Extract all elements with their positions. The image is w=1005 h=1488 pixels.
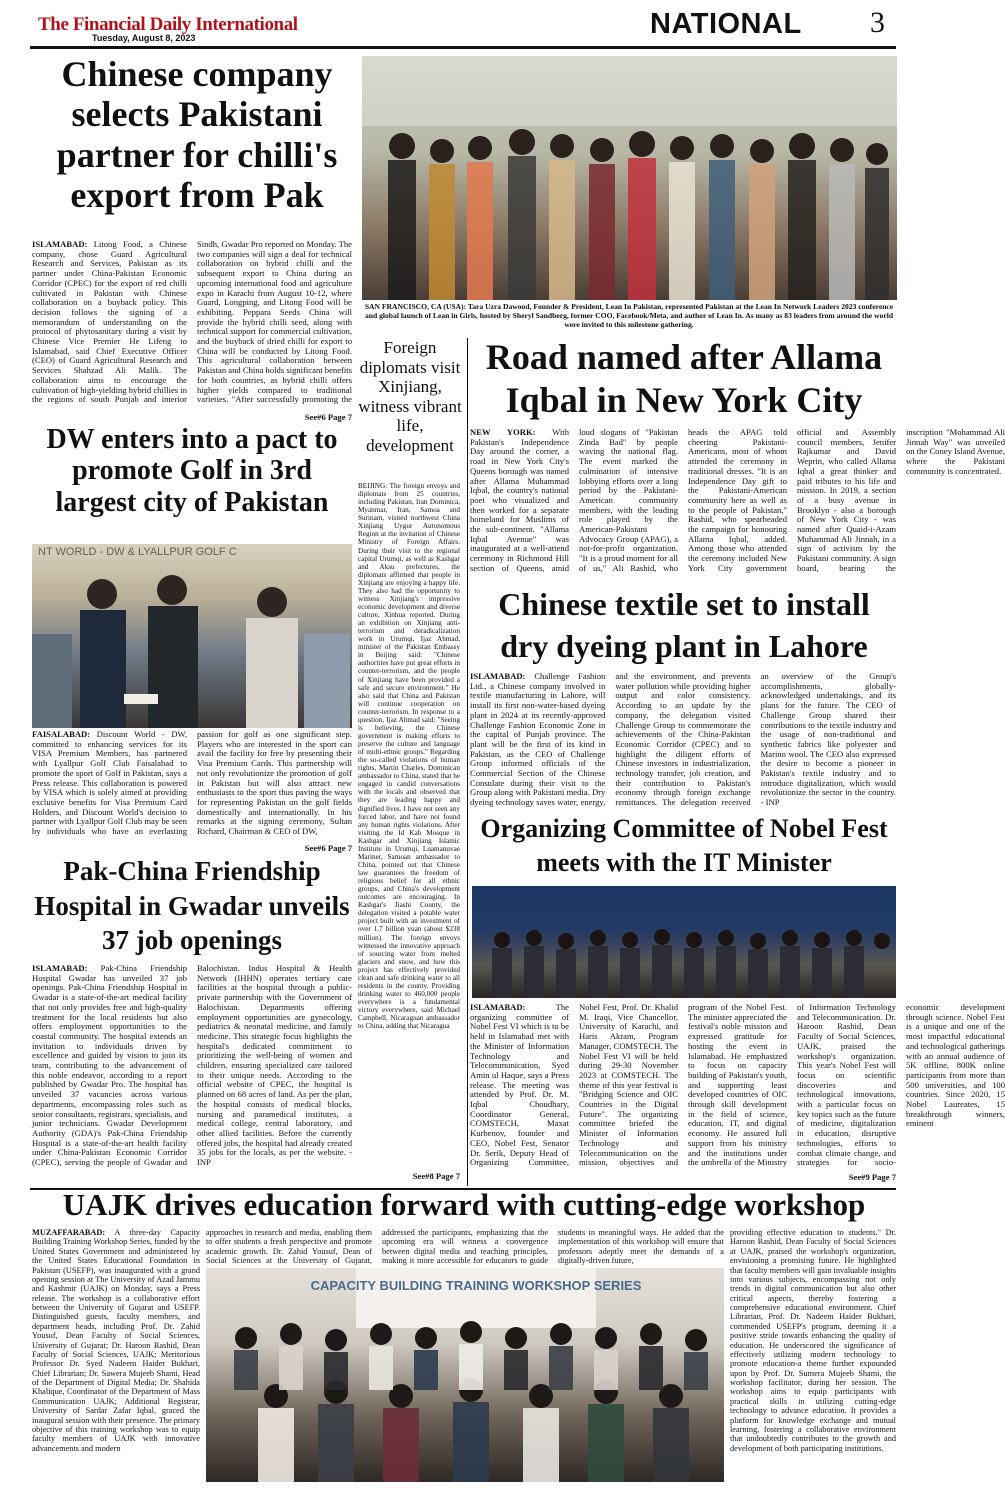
xinjiang-body: BEIJING: The foreign envoys and diplomats from 25 countries, including Pakistan, Iran Dominica, Myanmar, Iran, Samoa and Surinam, visited northwest China Xinjiang Uygur Autonomous Region at the invitation of Chinese Ministry of Foreign Affairs. During their visit to the regional capital Urumqi, as well as Kashgar and Aksu prefectures, the diplomats affirmed that people in Xinjiang are enjoying a happy life. They also had the opportunity to witness Xinjiang's impressive economic development and diverse culture, Xinhua reported. During an exhibition on Xinjiang anti-terrorism and deradicalization work in Urumqi, Ijaz Ahmad, minister of the Pakistan Embassy in Beijing said: "Chinese authorities have put great efforts in counter-terrorism, and the people of Xinjiang have been provided a safe and secure environment." He also said that China and Pakistan will continue cooperation on counter-terrorism. In response to a question, Ijaz Ahmad said: "Seeing is believing, the Chinese government is making efforts to preserve the culture and language of multi-ethnic groups." Regarding the so-called violations of human rights, Martin Charles, Dominican ambassador to China, stated that he engaged in candid conversations with the locals and observed that they are leading happy and dignified lives. I have not seen any forced labor, and have not found any human rights violations. After visiting the Id Kah Mosque in Kashgar and Xinjiang Islamic Institute in Urumqi, Luamanuvae Mariner, Samoan ambassador to China, pointed out that Chinese law guarantees the freedom of religious belief for all ethnic groups, and China's development outcomes are encouraging. In Kashgar's Jiashi County, the delegation visited a potable water project built with an investment of over 1.7 billion yuan (about $238 million). The foreign envoys witnessed the innovative approach of sourcing water from melted glaciers and snow, and how this project has effectively provided clean and safe drinking water to all residents in the county. Providing drinking water to 460,000 people everywhere is a fundamental victory everywhere, said Michael Campbell, Nicaraguan ambassador to China, adding that Nicaragua: [358, 482, 460, 1031]
xinjiang-see-page[interactable]: See#8 Page 7: [412, 1171, 460, 1181]
iqbal-text: With Pakistan's Independence Day around the corner, a road in New York City's Queens borough was named after Allama Muhammad Iqbal, the country's national poet who visualized and then worked for a separate homeland for Muslims of the sub-continent. "Allama Iqbal Avenue" was inaugurated at a well-attend ceremony in Richmond Hill section of Queens, amid loud slogans of "Pakistan Zinda Bad" by people waving the national flag. The event marked the culmination of intensive lobbying efforts over a long period by the Pakistani-American community members, with the leading role played by the American-Pakistani Advocacy Group (APAG), a not-for-profit organization. "It is a proud moment for all of us," Ali Rashid, who heads the APAG told cheering Pakistani-Americans, most of whom attended the ceremony in traditional dresses. "It is an Independence Day gift to the Pakistani-American community here as well as to the people of Pakistan," Rashid, who spearheaded the campaign for honouring Allama Iqbal, added. Among those who attended the ceremony included New York City government official and Assembly council members, Jenifer Rajkumar and David Weprin, who called Allama Iqbal a great thinker and paid tributes to his life and mission. In 2019, a section of a busy avenue in Brooklyn - also a borough of New York City - was named after Quaid-i-Azam Muhammad Ali Jinnah, in a sign of activism by the Pakistani community. A sign board, bearing the inscription "Mohammad Ali Jinnah Way" was unveiled on the Coney Island Avenue, where the Pakistani community is concentrated.: [470, 427, 1005, 573]
dw-body: [32, 730, 352, 842]
uajk-banner-text: CAPACITY BUILDING TRAINING WORKSHOP SERIES: [310, 1278, 642, 1293]
textile-dateline: ISLAMABAD:: [470, 671, 526, 681]
dw-headline: DW enters into a pact to promote Golf in 3rd largest city of Pakistan: [46, 424, 338, 518]
uajk-photo: [206, 1268, 724, 1482]
lean-in-caption: SAN FRANCISCO, CA (USA): Tara Uzra Dawood, Founder & President, Lean In Pakistan, represented Pakistan at the Lean In Network Leaders 2023 conference and global launch of Lean in Girls, hosted by Sheryl Sandberg, former COO, Facebook/Meta, and author of Lean In. As many as 83 leaders from around the world were invited to this milestone gathering.: [364, 302, 894, 330]
uajk-dateline: MUZAFFARABAD:: [32, 1228, 106, 1237]
nobel-headline: Organizing Committee of Nobel Fest meets with the IT Minister: [480, 814, 888, 877]
textile-body: [470, 672, 896, 808]
gwadar-headline: Pak-China Friendship Hospital in Gwadar unveils 37 job openings: [34, 856, 350, 956]
dw-text: Discount World - DW, committed to enhancing services for its VISA Premium Members, has partnered with Lyallpur Golf Club Faisalabad to promote the sport of Golf in Pakistan, says a Press release. This collaboration is powered by VISA which is solely aimed at providing exclusive benefits for Visa Premium Card Holders, and Discount World's decision to partner with Lyallpur Golf Club may be seen by individuals who have an everlasting passion for golf as one significant step. Players who are interested in the sport can avail the facility for free by presenting their Visa Premium Cards. This partnership will not only revolutionize the promotion of golf in Pakistan but will also attract new enthusiasts to the sport thus paving the ways for representing Pakistan on the golf fields domestically and internationally. In his remarks at the signing ceremony, Sultan Richard, Chairman & CEO of DW,: [32, 729, 352, 837]
lean-in-photo: [362, 56, 897, 300]
textile-headline: Chinese textile set to install dry dyeing plant in Lahore: [498, 586, 870, 664]
gwadar-dateline: ISLAMABAD:: [32, 963, 88, 973]
uajk-headline: UAJK drives education forward with cutting-edge workshop: [62, 1187, 866, 1222]
gwadar-text: Pak-China Friendship Hospital Gwadar has unveiled 37 job openings. Pak-China Friendship Hospital in Gwadar is a state-of-the-art medical facility that not only provides free and high-quality treatment for the local residents but also offers employment opportunities to the coastal community. The hospital extends an invitation to individuals driven by excellence and guided by vision to join its team, contributing to the advancement of this noble endeavor, according to a report published by Gwadar Pro. The hospital has unveiled 37 vacancies across various departments, encompassing roles such as senior consultants, registrars, specialists, and junior technicians. Gwadar Development Authority (GDA)'s Pak-China Friendship Hospital is a state-of-the-art health facility under China-Pakistan Economic Corridor (CPEC), serving the people of Gwadar and Balochistan. Indus Hospital & Health Network (IHHN) operates tertiary care facilities at the hospital through a public-private partnership with the Government of Balochistan. Departments offering employment opportunities are gynecology, pediatrics & neonatal medicine, and family medicine. This strategic focus highlights the hospital's dedicated commitment to prioritizing the well-being of women and children, ensuring specialized care tailored to their unique needs. According to the official website of CPEC, the hospital is planned on 68 acres of land. As per the plan, the hospital consists of medical blocks, nursing and paramedical institutes, a medical college, central laboratory, and other allied facilities. Before the currently offered jobs, the hospital had already created 35 jobs for the locals, as per the website. - INP: [32, 963, 352, 1168]
dw-see-page[interactable]: See#6 Page 7: [304, 843, 352, 853]
uajk-body-right: providing effective education to students." Dr. Haroon Rashid, Dean Faculty of Social Sciences at UAJK, praised the workshop's organization, envisioning a promising future. He highlighted that faculty members will gain invaluable insights into various subjects, encompassing not only trends in digital communication but also other critical aspects, thereby fostering a comprehensive educational environment. Chief Librarian, Prof. Dr. Nadeem Haider Bukhari, commended USEFP's program, deeming it a positive stride towards enhancing the quality of education. He underscored the significance of effectively utilizing modern technology to promote education-a theme further expounded upon by Prof. Dr. Sumera Mujeeb Shami, the workshop facilitator, during her session. The workshop aims to equip participants with practical skills in utilizing cutting-edge technology to advance education. It provides a platform for knowledge exchange and mutual learning, fostering a collaborative environment that undoubtedly contributes to the growth and development of both participating institutions.: [730, 1228, 896, 1453]
lean-in-photo-art: [362, 56, 897, 300]
nobel-photo: [472, 886, 896, 998]
nobel-text: The organizing committee of Nobel Fest VI which is to be held in Islamabad met with the Minister of Information Technology and Telecommunication, Syed Amin ul Haque, says a Press release. The meeting was attended by Prof. Dr. M. Iqbal Choudhary, Coordinator General, COMSTECH, Maxat Kurbenov, founder and CEO, Nobel Fest, Senator Dr. Serik, Deputy Head of Organizing Committee, Nobel Fest, Prof. Dr. Khalid M. Iraqi, Vice Chancellor, University of Karachi, and Haris Akram, Program Manager, COMSTECH. The Nobel Fest VI will be held during 29-30 November 2023 at COMSTECH. The theme of this year festival is "Bridging Science and OIC Countries in the Digital Future". The organizing committee briefed the Minister of Information Technology and Telecommunication on the mission, objectives and program of the Nobel Fest. The minister appreciated the festival's noble mission and expressed gratitude for hosting the event in Islamabad. He emphasized to focus on capacity building of Pakistan's youth, and supporting least developed countries of OIC through skill development in the field of science, education, IT, and digital economy. He assured full support from his ministry and the institutions under the umbrella of the Ministry of Information Technology and Telecommunication. Dr. Haroon Rashid, Dean Faculty of Social Sciences, UAJK, praised the workshop's organization. This year's Nobel Fest will focus on scientific discoveries and technological innovations, with a particular focus on key topics such as the future of medicine, digitalization in education, disruptive technologies, efforts to combat climate change, and strategies for socio-economic development through science. Nobel Fest is a unique and one of the most impactful educational and technological gatherings with an annual audience of 5K offline, 800K online participants from more than 500 universities, and 100 countries. Since 2020, 15 Nobel Laureates, 15 breakthrough winners, eminent: [470, 1002, 1005, 1168]
uajk-photo-art: [206, 1268, 724, 1482]
chili-text: Litong Food, a Chinese company, chose Guard Agricultural Research and Services, Pakistan as its partner under China-Pakistan Economic Corridor (CPEC) for the export of red chilli cultivated in Pakistan with Chinese collaboration on a buyback policy. This decision follows the signing of a memorandum of understanding on the protocol of phytosanitary during a visit by Chinese Vice Premier He Lifeng to Islamabad, said Chief Executive Officer (CEO) of Guard Agricultural Research and Services Shahzad Ali Malik. The collaboration aims to encourage the cultivation of high-yielding hybrid chillies in the regions of south Punjab and interior Sindh, Gwadar Pro reported on Monday. The two companies will sign a deal for technical collaboration on hybrid chilli and the subsequent export to China during an upcoming international food and agriculture expo in Karachi from August 10-12, where Guard, Longping, and Litong Food will be exhibiting. Peppara Seeds China will provide the hybrid chilli seed, along with technical support for commercial cultivation, and the buyback of dried chilli for export to China will be conducted by Litong Food. This agricultural collaboration between Pakistan and China holds significant benefits for both countries, as hybrid chilli offers higher yields compared to traditional varieties. "After successfully promoting the: [32, 239, 352, 405]
dw-photo-art: [32, 544, 352, 728]
chili-headline: Chinese company selects Pakistani partner for chilli's export from Pak: [56, 54, 338, 215]
nobel-see-page[interactable]: See#9 Page 7: [848, 1172, 896, 1182]
gwadar-body: [32, 964, 352, 1186]
uajk-body-left: [32, 1228, 200, 1482]
nobel-photo-art: [472, 886, 896, 998]
masthead-date: Tuesday, August 8, 2023: [92, 33, 196, 43]
dw-photo-banner: NT WORLD - DW & LYALLPUR GOLF C: [38, 546, 237, 558]
nobel-dateline: ISLAMABAD:: [470, 1002, 526, 1012]
dw-photo: [32, 544, 352, 728]
uajk-text-left: A three-day Capacity Building Training Workshop Series, funded by the United States Government and administered by the United States Educational Foundation in Pakistan (USEFP), was inaugurated with a grand opening session at The University of Azad Jammu and Kashmir (UAJK) on Monday, says a Press release. The workshop is a collaborative effort between the University of Gujarat and USEFP. Distinguished guests, faculty members, and department heads, including Prof. Dr. Zahid Yousuf, Dean Faculty of Social Sciences, University of Gujarat; Dr. Haroon Rashid, Dean Faculty of Social Sciences, UAJK; Meritorious Professor Dr. Syed Nadeem Haider Bukhari, Chief Librarian; Dr. Sawera Mujeeb Shami, Head of the Department of Digital Media; Dr. Shahida Khalique, Coordinator of the Department of Mass Communication UAJK; Additional Registrar, University of Sardar Zafar Iqbal, graced the inaugural session with their presence. The primary objective of this training workshop was to equip faculty members of UAJK with innovative advancements and modern: [32, 1228, 200, 1453]
textile-text: Challenge Fashion Ltd., a Chinese company involved in textile manufacturing in Lahore, will install its first non-water-based dyeing plant in 2024 at its recently-approved Challenge Fashion Economic Zone in the capital of Punjab province. The plant will be the first of its kind in Pakistan, as the CEO of Challenge Group informed officials of the Commercial Section of the Chinese Consulate during their visit to the Group along with Pakistani media. Dry dyeing technology saves water, energy, and the environment, and prevents water pollution while providing higher output and color consistency. According to an update by the company, the delegation visited Challenge Group to commemorate the achievements of the China-Pakistan Economic Corridor (CPEC) and to highlight the diligent efforts of Chinese investors in industrialization, technology transfer, job creation, and their contribution to Pakistan's economy through foreign exchange remittances. The delegation received an overview of the Group's accomplishments, globally-acknowledged undertakings, and its plans for the future. The CEO of Challenge Group shared their contributions to the textile industry and the usage of non-traditional and synthetic fabrics like polyester and Marino wool. The CEO also expressed the desire to become a pioneer in Pakistan's textile industry and to introduce digitalization, which would revolutionize the sector in the country. - INP: [470, 671, 896, 808]
page-number: 3: [870, 6, 885, 39]
masthead-rule: [30, 46, 896, 49]
chili-dateline: ISLAMABAD:: [32, 239, 88, 249]
chili-body: [32, 240, 352, 412]
iqbal-body: [470, 427, 1005, 580]
uajk-body-top: approaches in research and media, enabling them to offer students a fresh perspective and promote academic growth. Dr. Zahid Yousuf, Dean of Social Sciences at the University of Gujarat, addressed the participants, emphasizing that the upcoming era will witness a convergence between digital media and teaching principles, making it more accessible for educators to guide students in meaningful ways. He added that the implementation of this workshop will ensure that professors adeptly meet the demands of a digitally-driven future,: [206, 1228, 724, 1266]
iqbal-headline: Road named after Allama Iqbal in New York City: [485, 337, 883, 421]
iqbal-dateline: NEW YORK:: [470, 427, 536, 437]
chili-see-page[interactable]: See#6 Page 7: [304, 412, 352, 422]
dw-dateline: FAISALABAD:: [32, 729, 91, 739]
xinjiang-headline: Foreign diplomats visit Xinjiang, witness vibrant life, development: [358, 338, 462, 455]
section-name: NATIONAL: [650, 8, 802, 40]
nobel-body: [470, 1002, 1005, 1171]
masthead-title: The Financial Daily International: [38, 14, 298, 35]
column-rule: [467, 338, 468, 1186]
